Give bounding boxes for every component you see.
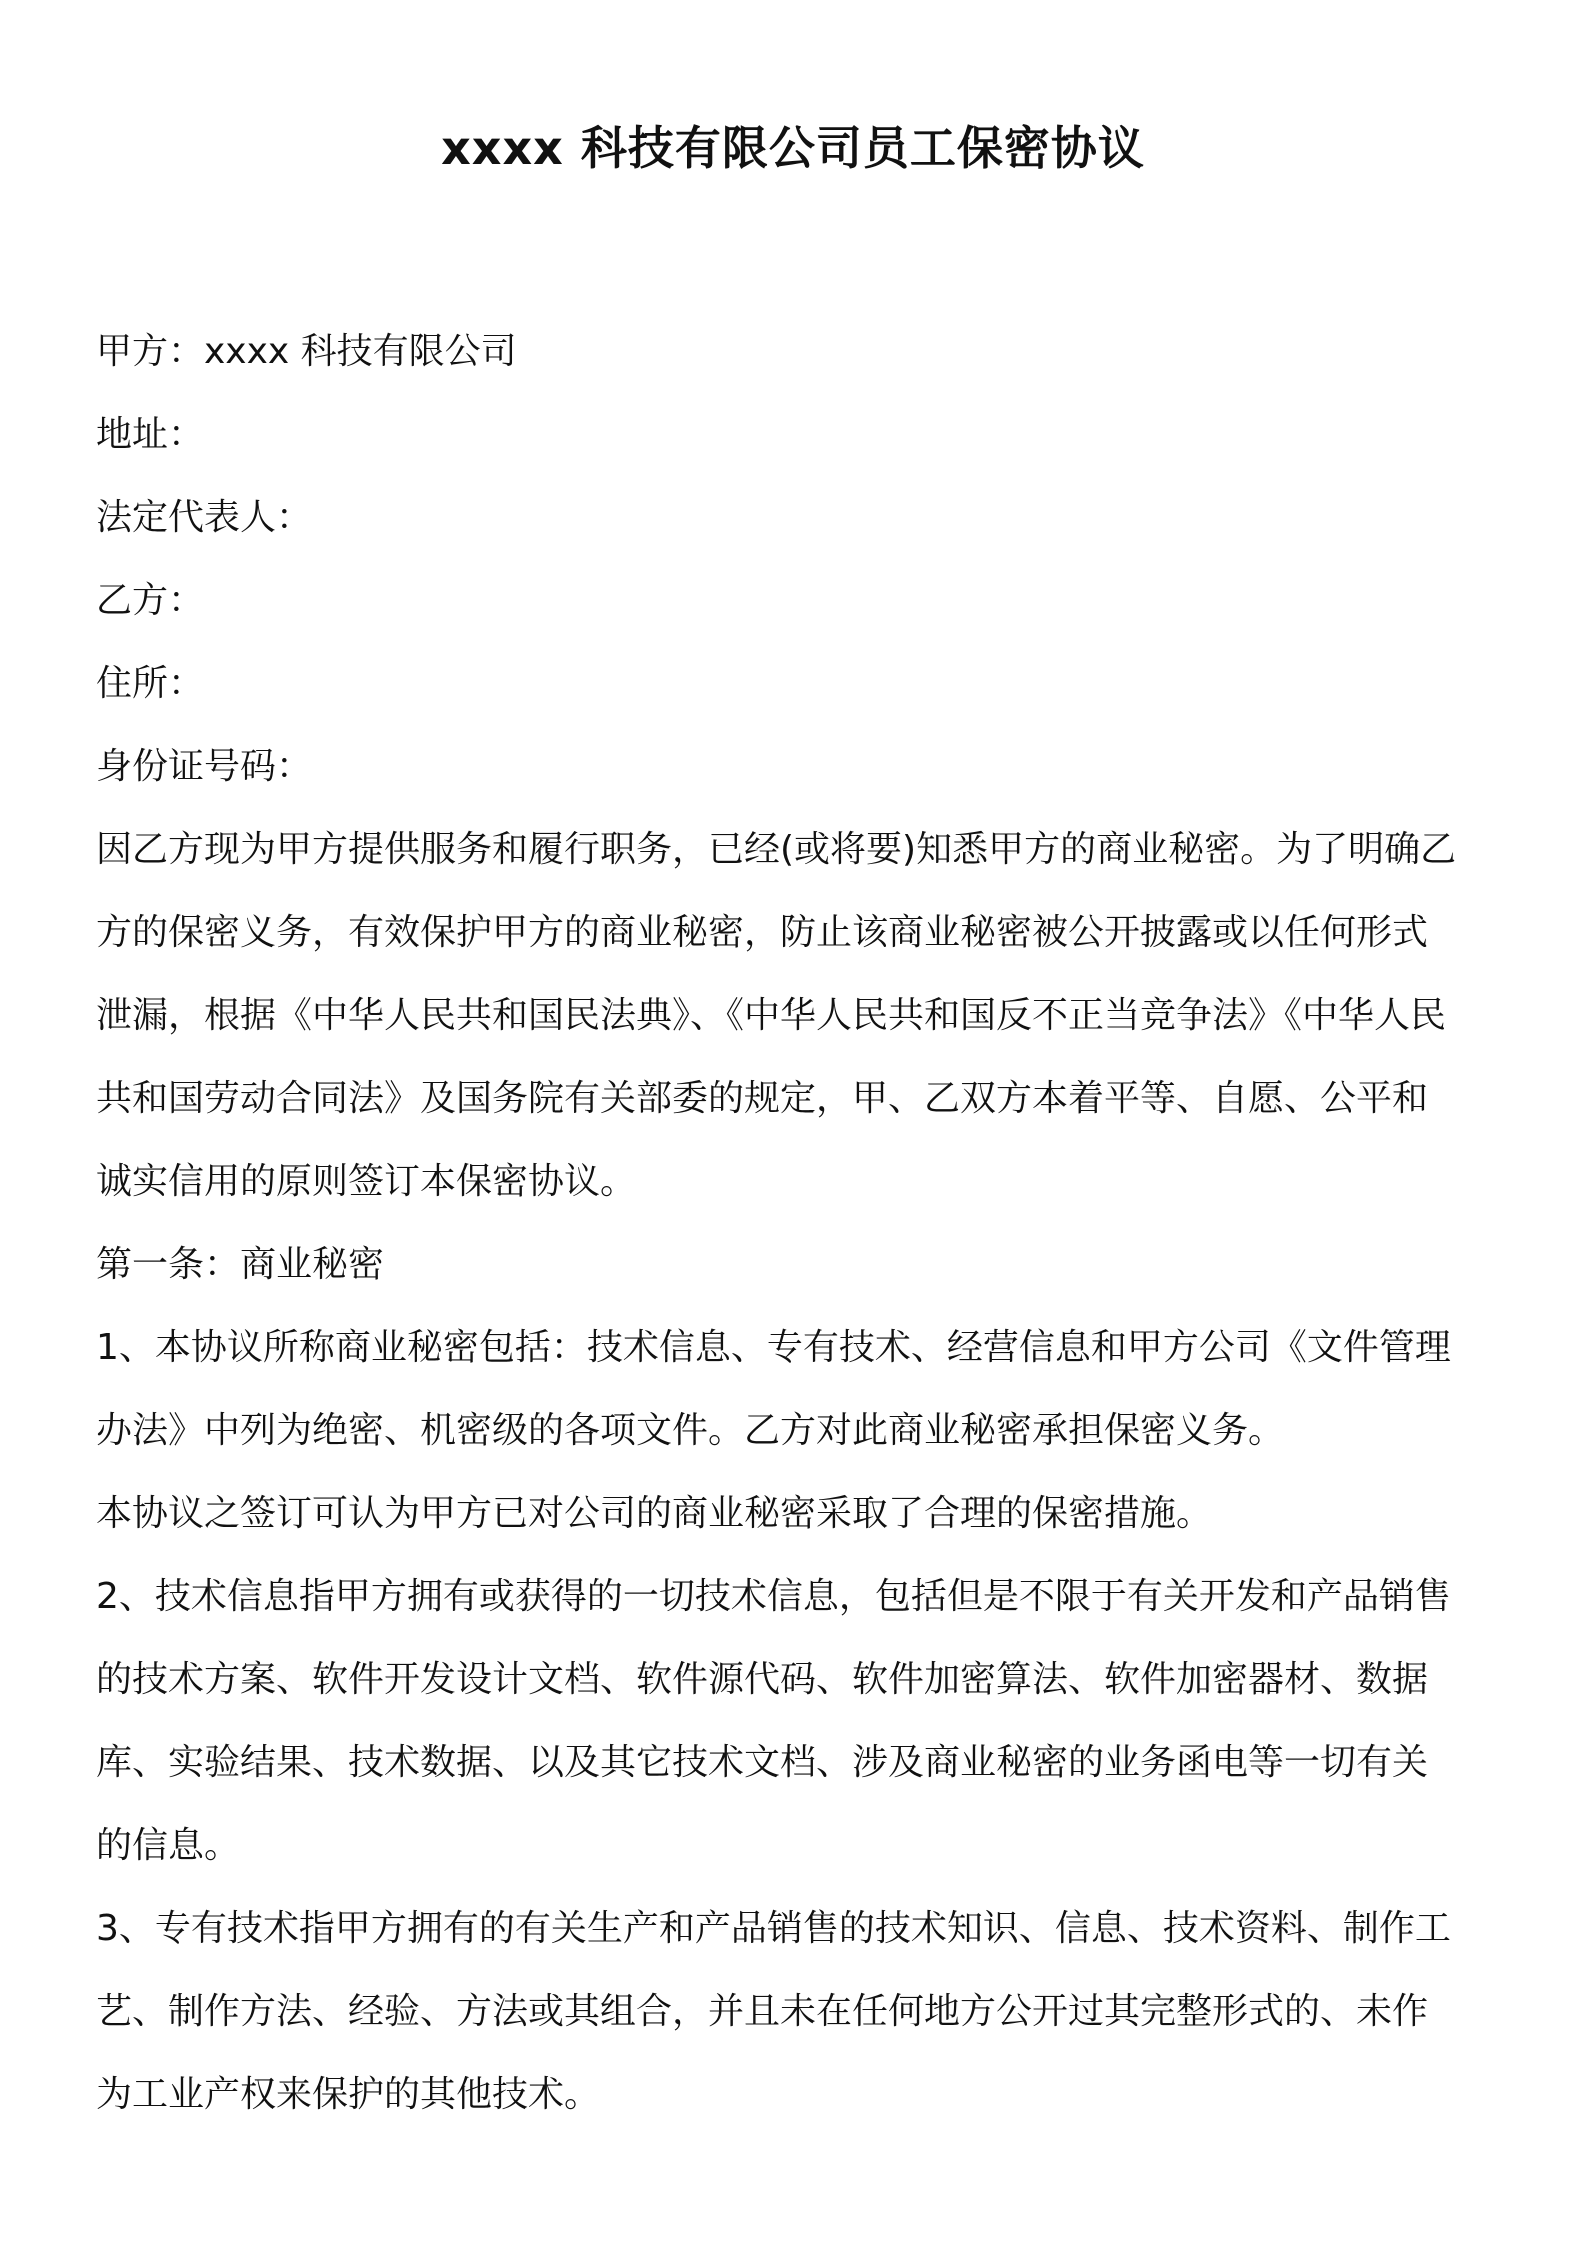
clause-3-line-1: 3、专有技术指甲方拥有的有关生产和产品销售的技术知识、信息、技术资料、制作工	[96, 1908, 1451, 1949]
clause-2-line-1: 2、技术信息指甲方拥有或获得的一切技术信息，包括但是不限于有关开发和产品销售	[96, 1576, 1451, 1617]
preamble-line-2: 方的保密义务，有效保护甲方的商业秘密，防止该商业秘密被公开披露或以任何形式	[96, 912, 1429, 953]
id-number-line: 身份证号码：	[96, 746, 313, 787]
party-b-line: 乙方：	[96, 580, 205, 621]
legal-representative-line: 法定代表人：	[96, 497, 313, 538]
clause-1-line-2: 办法》中列为绝密、机密级的各项文件。乙方对此商业秘密承担保密义务。	[96, 1410, 1285, 1451]
address-line: 地址：	[96, 414, 205, 455]
residence-line: 住所：	[96, 663, 205, 704]
clause-1-line-1: 1、本协议所称商业秘密包括：技术信息、专有技术、经营信息和甲方公司《文件管理	[96, 1327, 1451, 1368]
clause-2-line-2: 的技术方案、软件开发设计文档、软件源代码、软件加密算法、软件加密器材、数据	[96, 1659, 1429, 1700]
party-a-line: 甲方：xxxx 科技有限公司	[96, 331, 517, 372]
confidentiality-measure-line: 本协议之签订可认为甲方已对公司的商业秘密采取了合理的保密措施。	[96, 1493, 1213, 1534]
clause-3-line-3: 为工业产权来保护的其他技术。	[96, 2074, 601, 2115]
clause-3-line-2: 艺、制作方法、经验、方法或其组合，并且未在任何地方公开过其完整形式的、未作	[96, 1991, 1429, 2032]
document-body	[96, 310, 1496, 2136]
preamble-line-1: 因乙方现为甲方提供服务和履行职务，已经(或将要)知悉甲方的商业秘密。为了明确乙	[96, 829, 1457, 870]
preamble-line-5: 诚实信用的原则签订本保密协议。	[96, 1161, 637, 1202]
article-one-heading: 第一条：商业秘密	[96, 1244, 385, 1285]
clause-2-line-4: 的信息。	[96, 1825, 241, 1866]
preamble-line-3: 泄漏，根据《中华人民共和国民法典》、《中华人民共和国反不正当竞争法》《中华人民	[96, 995, 1447, 1036]
document-title: xxxx 科技有限公司员工保密协议	[441, 121, 1145, 175]
preamble-line-4: 共和国劳动合同法》及国务院有关部委的规定，甲、乙双方本着平等、自愿、公平和	[96, 1078, 1429, 1119]
clause-2-line-3: 库、实验结果、技术数据、以及其它技术文档、涉及商业秘密的业务函电等一切有关	[96, 1742, 1429, 1783]
